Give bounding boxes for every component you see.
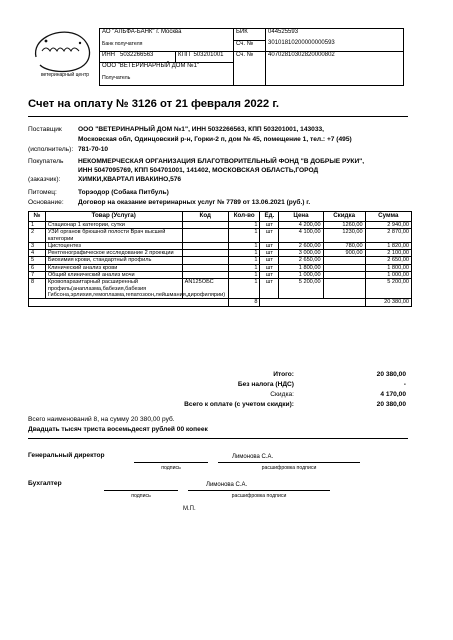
item-number: 3 <box>29 242 46 249</box>
item-qty: 1 <box>228 222 260 229</box>
item-price: 2 650,00 <box>279 257 323 264</box>
item-discount <box>323 279 365 299</box>
item-number: 5 <box>29 257 46 264</box>
pay-label: Всего к оплате (с учетом скидки): <box>184 401 294 408</box>
total-qty: 8 <box>228 299 260 306</box>
table-row <box>29 257 412 264</box>
items-table <box>28 211 412 307</box>
item-unit: шт <box>260 250 279 257</box>
item-unit: шт <box>260 242 279 249</box>
logo-wordmark <box>42 47 92 60</box>
total-row-blank-2 <box>260 299 365 306</box>
corr-account-label: Сч. № <box>234 40 266 52</box>
item-qty: 1 <box>228 279 260 299</box>
item-name: Цистоцентез <box>45 242 182 249</box>
item-discount: 780,00 <box>323 242 365 249</box>
supplier-line-1: ООО "ВЕТЕРИНАРНЫЙ ДОМ №1", ИНН 5032266563, КПП 503201001, 143033, <box>78 126 325 133</box>
pay-value: 20 380,00 <box>376 401 406 408</box>
col-header-number: № <box>29 212 46 222</box>
item-qty: 1 <box>228 264 260 271</box>
item-unit: шт <box>260 229 279 243</box>
buyer-line-3: ХИМКИ,КВАРТАЛ ИВАКИНО,576 <box>78 176 182 183</box>
item-price: 4 100,00 <box>279 229 323 243</box>
director-decode-caption: расшифровка подписи <box>261 465 317 471</box>
total-sum: 20 380,00 <box>365 299 411 306</box>
recipient-name: ООО "ВЕТЕРИНАРНЫЙ ДОМ №1" <box>102 63 200 69</box>
kpp-value: 503201001 <box>193 52 224 58</box>
item-number: 4 <box>29 250 46 257</box>
item-sum: 2 940,00 <box>365 222 411 229</box>
table-row <box>29 250 412 257</box>
buyer-line-2: ИНН 5047095769, КПП 504701001, 141402, МОСКОВСКАЯ ОБЛАСТЬ,ГОРОД <box>78 167 319 174</box>
item-qty: 1 <box>228 242 260 249</box>
director-sign-line <box>134 462 208 463</box>
logo-tagline: ветеринарный центр <box>40 72 90 78</box>
buyer-sublabel: (заказчик): <box>28 176 61 183</box>
kpp-cell <box>176 52 234 63</box>
total-label: Итого: <box>273 371 294 378</box>
item-code <box>182 222 228 229</box>
table-total-row <box>29 299 412 306</box>
table-row <box>29 279 412 299</box>
bik-value: 044525593 <box>266 29 404 41</box>
account-value: 40702810302820000802 <box>266 52 404 86</box>
director-sign-caption: подпись <box>161 465 181 471</box>
item-name: Клинический анализ крови <box>45 264 182 271</box>
director-name: Лимонова С.А. <box>232 454 274 460</box>
item-sum: 5 200,00 <box>365 279 411 299</box>
item-sum: 2 870,00 <box>365 229 411 243</box>
item-number: 8 <box>29 279 46 299</box>
accountant-sign-line <box>104 490 178 491</box>
discount-value: 4 170,00 <box>380 391 406 398</box>
table-row <box>29 222 412 229</box>
corr-account-value: 30101810200000000593 <box>266 40 404 52</box>
item-qty: 1 <box>228 229 260 243</box>
item-number: 7 <box>29 272 46 279</box>
account-label: Сч. № <box>234 52 266 86</box>
inn-label: ИНН <box>102 52 115 58</box>
accountant-name: Лимонова С.А. <box>206 482 248 488</box>
item-discount: 1230,00 <box>323 229 365 243</box>
table-row <box>29 229 412 243</box>
item-number: 1 <box>29 222 46 229</box>
item-discount <box>323 272 365 279</box>
table-header-row <box>29 212 412 222</box>
basis-value: Договор на оказание ветеринарных услуг № 7789 от 13.06.2021 (руб.) г. <box>78 199 311 206</box>
item-name: Стационар 1 категории, сутки <box>45 222 182 229</box>
item-unit: шт <box>260 279 279 299</box>
director-label: Генеральный директор <box>28 452 105 459</box>
item-discount <box>323 257 365 264</box>
item-unit: шт <box>260 222 279 229</box>
item-code <box>182 272 228 279</box>
col-header-sum: Сумма <box>365 212 411 222</box>
col-header-item: Товар (Услуга) <box>45 212 182 222</box>
vat-value: - <box>403 381 406 388</box>
item-qty: 1 <box>228 250 260 257</box>
col-header-code: Код <box>182 212 228 222</box>
total-row-blank <box>29 299 229 306</box>
pet-value: Торэодор (Собака Питбуль) <box>78 189 169 196</box>
item-name: Кровопаразитарный расширенный профиль(анаплазма,бабезия,бабезия Гибсона,эрлихия,гемоплазма,гепатозоон,лейшмания,дирофилярии) <box>45 279 182 299</box>
vat-label: Без налога (НДС) <box>237 381 294 388</box>
supplier-label: Поставщик <box>28 126 62 133</box>
bank-caption: Банк получателя <box>102 41 143 47</box>
accountant-decode-line <box>188 490 330 491</box>
supplier-line-3: 781-70-10 <box>78 146 109 153</box>
recipient-caption: Получатель <box>102 75 131 81</box>
item-qty: 1 <box>228 257 260 264</box>
item-code: AN125ОБС <box>182 279 228 299</box>
item-price: 4 200,00 <box>279 222 323 229</box>
bik-label: БИК <box>234 29 266 41</box>
buyer-line-1: НЕКОММЕРЧЕСКАЯ ОРГАНИЗАЦИЯ БЛАГОТВОРИТЕЛЬНЫЙ ФОНД "В ДОБРЫЕ РУКИ", <box>78 158 365 165</box>
item-discount: 900,00 <box>323 250 365 257</box>
item-number: 6 <box>29 264 46 271</box>
director-decode-line <box>218 462 360 463</box>
item-code <box>182 264 228 271</box>
item-sum: 2 650,00 <box>365 257 411 264</box>
item-discount <box>323 264 365 271</box>
item-price: 2 600,00 <box>279 242 323 249</box>
item-code <box>182 250 228 257</box>
accountant-sign-caption: подпись <box>131 493 151 499</box>
invoice-title: Счет на оплату № 3126 от 21 февраля 2022 г. <box>28 98 280 110</box>
table-row <box>29 264 412 271</box>
item-qty: 1 <box>228 272 260 279</box>
item-sum: 1 820,00 <box>365 242 411 249</box>
item-unit: шт <box>260 257 279 264</box>
item-unit: шт <box>260 264 279 271</box>
accountant-decode-caption: расшифровка подписи <box>231 493 287 499</box>
accountant-label: Бухгалтер <box>28 480 62 487</box>
item-sum: 2 100,00 <box>365 250 411 257</box>
col-header-price: Цена <box>279 212 323 222</box>
col-header-unit: Ед. <box>260 212 279 222</box>
item-number: 2 <box>29 229 46 243</box>
item-code <box>182 229 228 243</box>
item-price: 5 200,00 <box>279 279 323 299</box>
item-sum: 1 000,00 <box>365 272 411 279</box>
item-discount: 1260,00 <box>323 222 365 229</box>
bank-name: АО "АЛЬФА-БАНК" г. Москва <box>102 29 182 35</box>
kpp-label: КПП <box>178 52 191 58</box>
supplier-sublabel: (исполнитель): <box>28 146 74 153</box>
item-name: Биохимия крови, стандартный профиль <box>45 257 182 264</box>
bank-details-table <box>99 28 404 86</box>
total-value: 20 380,00 <box>376 371 406 378</box>
supplier-line-2: Московская обл, Одинцовский р-н, Горки-2 п, дом № 45, помещение 1, тел.: +7 (495) <box>78 136 352 143</box>
item-code <box>182 242 228 249</box>
stamp-label: М.П. <box>183 506 196 512</box>
item-price: 1 800,00 <box>279 264 323 271</box>
pet-label: Питомец: <box>28 189 57 196</box>
summary-words: Двадцать тысяч триста восемьдесят рублей 00 копеек <box>28 426 208 433</box>
item-price: 1 000,00 <box>279 272 323 279</box>
title-divider <box>28 116 408 117</box>
item-code <box>182 257 228 264</box>
item-sum: 1 800,00 <box>365 264 411 271</box>
col-header-qty: Кол-во <box>228 212 260 222</box>
buyer-label: Покупатель <box>28 158 64 165</box>
discount-label: Скидка: <box>270 391 294 398</box>
item-price: 3 000,00 <box>279 250 323 257</box>
recipient-cell <box>100 63 234 86</box>
bank-name-cell <box>100 29 234 52</box>
item-name: Общий клинический анализ мочи <box>45 272 182 279</box>
summary-count: Всего наименований 8, на сумму 20 380,00 руб. <box>28 416 175 423</box>
table-row <box>29 242 412 249</box>
item-name: УЗИ органов брюшной полости Врач высшей категории <box>45 229 182 243</box>
summary-divider <box>28 438 408 439</box>
col-header-discount: Скидка <box>323 212 365 222</box>
item-name: Рентгенографическое исследование 2 проекции <box>45 250 182 257</box>
item-unit: шт <box>260 272 279 279</box>
table-row <box>29 272 412 279</box>
inn-value: 5032266563 <box>120 52 154 58</box>
basis-label: Основание: <box>28 199 64 206</box>
inn-cell <box>100 52 176 63</box>
company-logo <box>28 27 98 81</box>
